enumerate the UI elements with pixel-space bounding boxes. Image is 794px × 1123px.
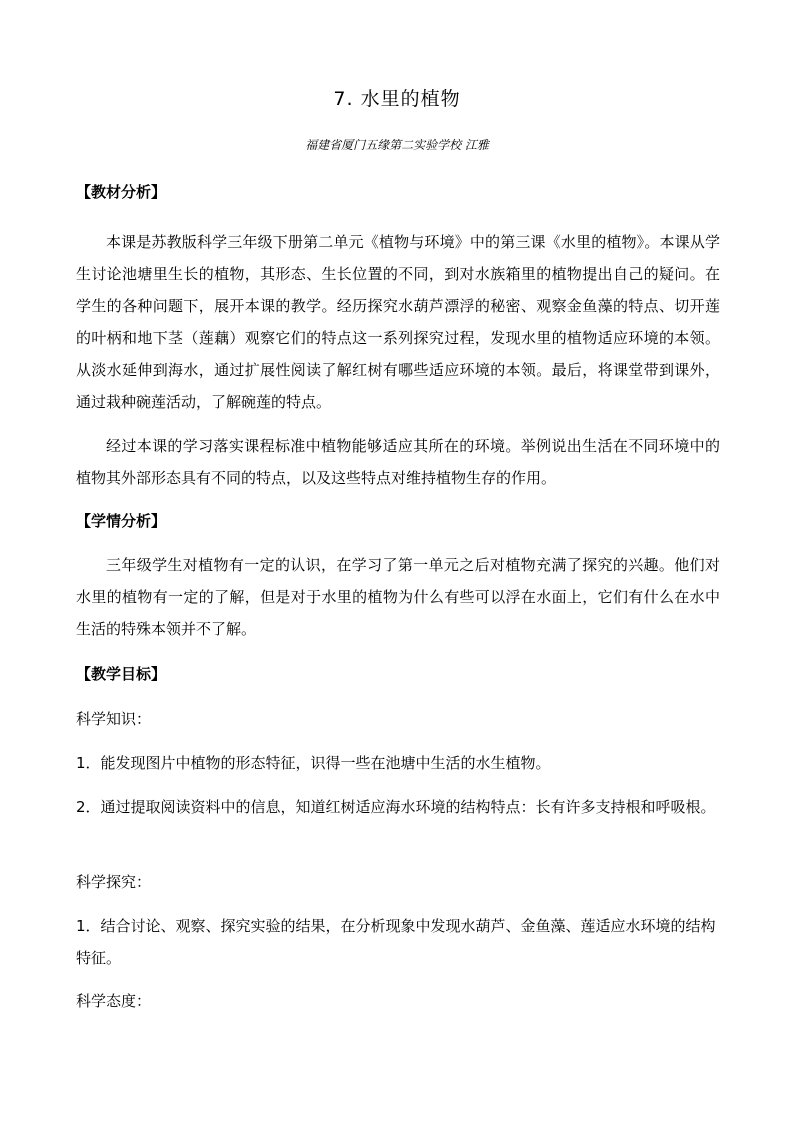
goals-knowledge-label: 科学知识： (76, 710, 152, 728)
paragraph: 三年级学生对植物有一定的认识，在学习了第一单元之后对植物充满了探究的兴趣。他们对水里的植物有一定的了解，但是对于水里的植物为什么有些可以浮在水面上，它们有什么在水中生活的特殊本领并不了解。 (76, 556, 720, 638)
section-textbook-body-2 (76, 430, 720, 494)
section-heading-textbook: 【教材分析】 (76, 183, 167, 201)
section-textbook-body (76, 226, 720, 418)
goals-inquiry-item-1: 1．结合讨论、观察、探究实验的结果，在分析现象中发现水葫芦、金鱼藻、莲适应水环境的结构特征。 (76, 917, 716, 967)
document-title: 7. 水里的植物 (333, 88, 461, 110)
goals-inquiry-label: 科学探究： (76, 873, 152, 891)
section-heading-goals: 【教学目标】 (76, 665, 167, 683)
section-heading-students: 【学情分析】 (76, 512, 167, 530)
section-students-body (76, 549, 720, 645)
goals-attitude-label: 科学态度： (76, 992, 152, 1010)
goals-knowledge-item-1: 1．能发现图片中植物的形态特征，识得一些在池塘中生活的水生植物。 (76, 754, 551, 772)
paragraph: 经过本课的学习落实课程标准中植物能够适应其所在的环境。举例说出生活在不同环境中的植物其外部形态具有不同的特点，以及这些特点对维持植物生存的作用。 (76, 437, 720, 487)
paragraph: 本课是苏教版科学三年级下册第二单元《植物与环境》中的第三课《水里的植物》。本课从学生讨论池塘里生长的植物，其形态、生长位置的不同，到对水族箱里的植物提出自己的疑问。在学生的各种问题下，展开本课的教学。经历探究水葫芦漂浮的秘密、观察金鱼藻的特点、切开莲的叶柄和地下茎（莲藕）观察它们的特点这一系列探究过程，发现水里的植物适应环境的本领。从淡水延伸到海水，通过扩展性阅读了解红树有哪些适应环境的本领。最后，将课堂带到课外，通过栽种碗莲活动，了解碗莲的特点。 (76, 233, 720, 411)
document-author: 福建省厦门五缘第二实验学校 江雅 (305, 138, 489, 152)
goals-knowledge-item-2: 2．通过提取阅读资料中的信息，知道红树适应海水环境的结构特点：长有许多支持根和呼吸根。 (76, 798, 716, 816)
